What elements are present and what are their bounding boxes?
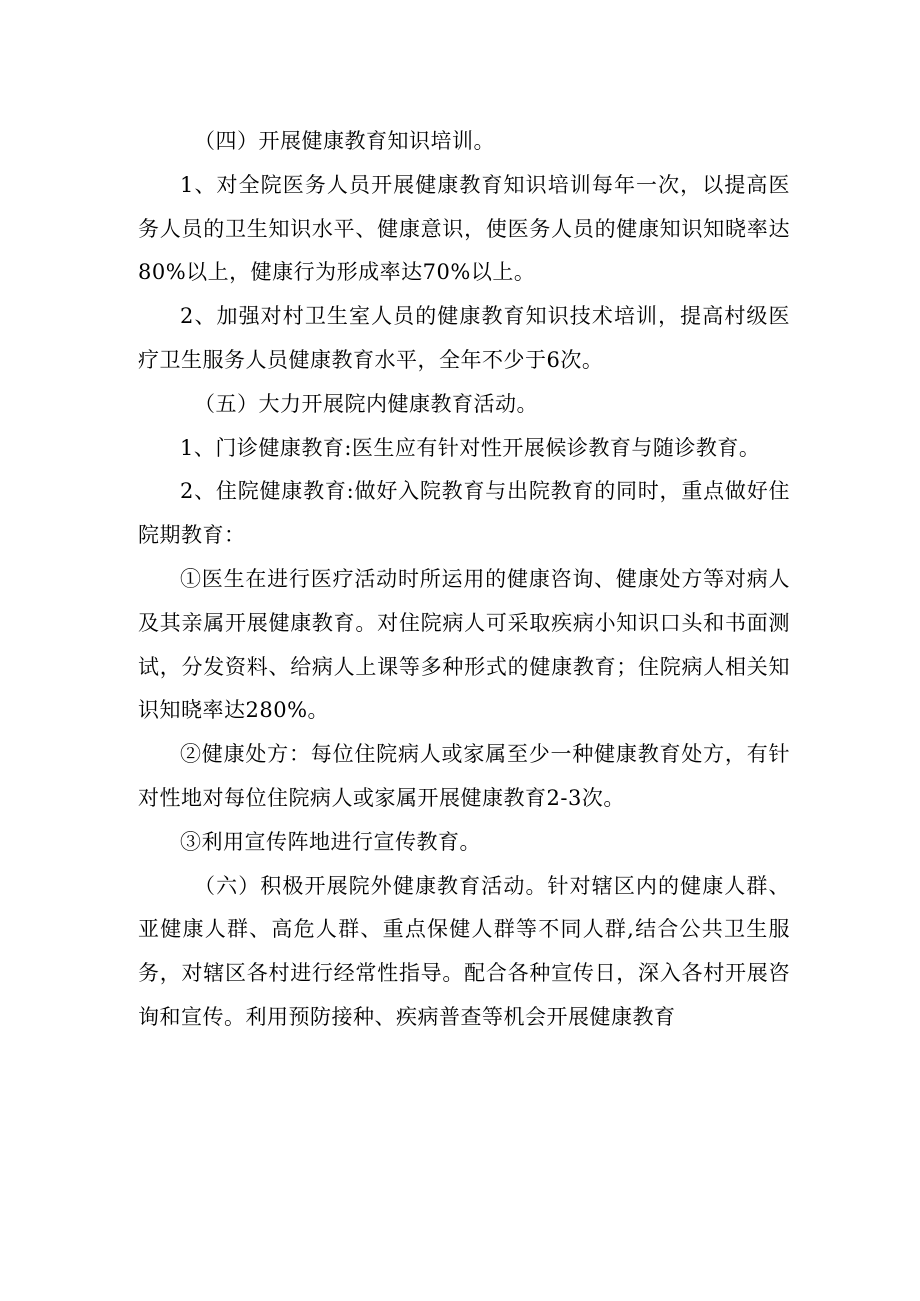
paragraph-training-village: 2、加强对村卫生室人员的健康教育知识技术培训，提高村级医疗卫生服务人员健康教育水平，全年不少于6次。 bbox=[138, 304, 790, 372]
paragraph-training-staff: 1、对全院医务人员开展健康教育知识培训每年一次，以提高医务人员的卫生知识水平、健康意识，使医务人员的健康知识知晓率达80%以上，健康行为形成率达70%以上。 bbox=[138, 172, 790, 285]
paragraph-inpatient: 2、住院健康教育:做好入院教育与出院教育的同时，重点做好住院期教育： bbox=[138, 479, 790, 548]
paragraph-outpatient: 1、门诊健康教育:医生应有针对性开展候诊教育与随诊教育。 bbox=[180, 435, 761, 460]
paragraph-item-2: ②健康处方：每位住院病人或家属至少一种健康教育处方，有针对性地对每位住院病人或家属开展健康教育2-3次。 bbox=[138, 742, 790, 810]
document-body bbox=[138, 120, 790, 1040]
section-heading-6: （六）积极开展院外健康教育活动。针对辖区内的健康人群、亚健康人群、高危人群、重点保健人群等不同人群,结合公共卫生服务，对辖区各村进行经常性指导。配合各种宣传日，深入各村开展咨询和宣传。利用预防接种、疾病普查等机会开展健康教育 bbox=[138, 873, 790, 1029]
paragraph-item-3: ③利用宣传阵地进行宣传教育。 bbox=[180, 829, 481, 854]
section-heading-4: （四）开展健康教育知识培训。 bbox=[194, 129, 495, 153]
section-heading-5: （五）大力开展院内健康教育活动。 bbox=[194, 391, 538, 416]
paragraph-item-1: ①医生在进行医疗活动时所运用的健康咨询、健康处方等对病人及其亲属开展健康教育。对住院病人可采取疾病小知识口头和书面测试，分发资料、给病人上课等多种形式的健康教育；住院病人相关知识知晓率达280%。 bbox=[138, 566, 790, 723]
